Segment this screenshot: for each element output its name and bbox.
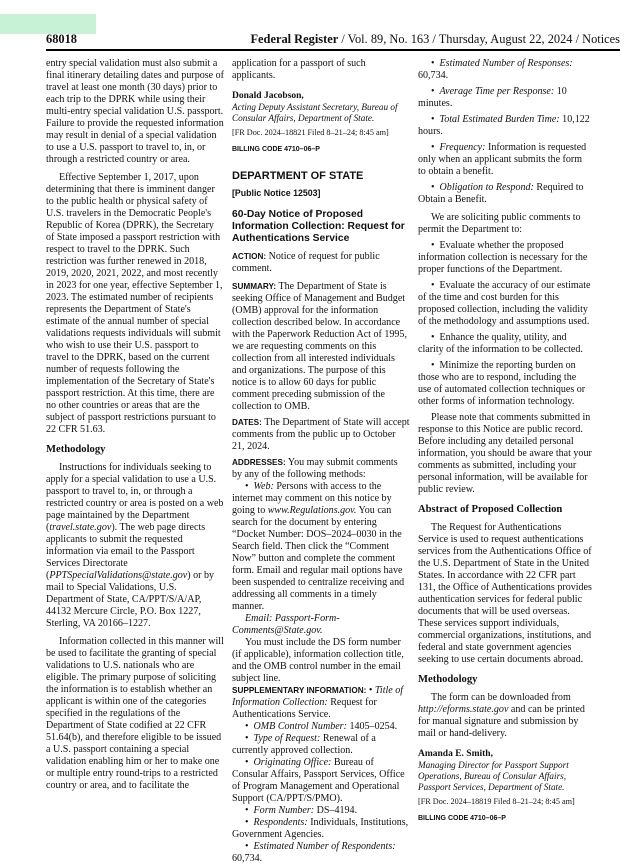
- fr-doc-line: [FR Doc. 2024–18821 Filed 8–21–24; 8:45 am]: [232, 128, 389, 137]
- section-heading-abstract: Abstract of Proposed Collection: [418, 504, 563, 515]
- email-special-validations[interactable]: PPTSpecialValidations@state.gov: [49, 570, 188, 581]
- paragraph: Information collected in this manner will be used to facilitate the granting of special validations to U.S. nationals who are eligible. The primary purpose of soliciting the information is to establish whether an applicant is within one of the categories specified in the regulations of the Department of State codified at 22 CFR 51.64(b), and therefore eligible to be issued a U.S. passport containing a special validation enabling him or her to make one or multiple entry round-trips to a restricted country or area, and to facilitate the: [46, 636, 224, 791]
- fr-doc-line: [FR Doc. 2024–18819 Filed 8–21–24; 8:45 am]: [418, 797, 575, 806]
- summary-paragraph: SUMMARY: The Department of State is seeking Office of Management and Budget (OMB) approval for the information collection described below. In accordance with the Paperwork Reduction Act of 1995, we are requesting comments on this collection from all interested individuals and organizations. The purpose of this notice is to allow 60 days for public comment preceding submission of the collection to OMB.: [232, 281, 407, 412]
- list-item: • Frequency: Information is requested only when an applicant submits the form to obtain a benefit.: [418, 142, 592, 178]
- paragraph: entry special validation must also submit a final itinerary detailing dates and purpose of travel at least one month (30 days) prior to each trip to the DPRK while using their multi-entry special validation U.S. passport. Failure to provide the requested information may result in denial of a special validation to use a U.S. passport to travel to, in, or through a restricted country or area.: [46, 58, 224, 165]
- list-item: • Originating Office: Bureau of Consular Affairs, Passport Services, Office of Program Management and Operational Support (CA/PPT/S/PMO).: [232, 757, 410, 805]
- page-number: 68018: [46, 32, 77, 46]
- issue-details: / Vol. 89, No. 163 / Thursday, August 22, 2024 / Notices: [338, 32, 620, 46]
- list-item: • Form Number: DS–4194.: [232, 805, 410, 817]
- column-3: [418, 58, 592, 825]
- section-heading-methodology: Methodology: [46, 444, 106, 455]
- link-travel-state-gov[interactable]: travel.state.gov: [49, 522, 112, 533]
- billing-code: BILLING CODE 4710–06–P: [418, 815, 506, 822]
- dates-paragraph: DATES: The Department of State will accept comments from the public up to October 21, 2024.: [232, 417, 410, 452]
- paragraph: application for a passport of such applicants.: [232, 58, 366, 81]
- list-item: • Estimated Number of Respondents: 60,734.: [232, 841, 410, 865]
- paragraph: The form can be downloaded from http://eforms.state.gov and can be printed for manual signature and submission by mail or hand-delivery.: [418, 692, 585, 739]
- signer-name: Amanda E. Smith,: [418, 749, 493, 759]
- list-item: • Evaluate the accuracy of our estimate of the time and cost burden for this proposed collection, including the validity of the methodology and assumptions used.: [418, 280, 592, 328]
- running-title: [250, 32, 620, 47]
- running-header: [46, 31, 620, 51]
- list-item: • Respondents: Individuals, Institutions, Government Agencies.: [232, 817, 410, 841]
- list-item: • Estimated Number of Responses: 60,734.: [418, 58, 592, 82]
- signer-title: Acting Deputy Assistant Secretary, Bureau of Consular Affairs, Department of State.: [232, 102, 398, 123]
- list-item: • Evaluate whether the proposed information collection is necessary for the proper functions of the Department.: [418, 240, 592, 276]
- journal-name: Federal Register: [250, 32, 339, 46]
- email-method-item: [232, 613, 410, 637]
- list-item: • Total Estimated Burden Time: 10,122 hours.: [418, 114, 592, 138]
- web-method-item: • Web: Persons with access to the internet may comment on this notice by going to www.Regulations.gov. You can search for the document by entering “Docket Number: DOS–2024–0030 in the Search field. Then click the “Comment Now” button and complete the comment form. Email and regular mail options have been suspended to centralize receiving and addressing all comments in a timely manner.: [232, 481, 410, 613]
- list-item: • Minimize the reporting burden on those who are to respond, including the use of automated collection techniques or other forms of information technology.: [418, 360, 592, 408]
- document-title: 60-Day Notice of Proposed Information Collection: Request for Authentications Service: [232, 209, 405, 244]
- billing-code: BILLING CODE 4710–06–P: [232, 146, 320, 153]
- supplementary-paragraph: SUPPLEMENTARY INFORMATION: • Title of Information Collection: Request for Authentications Service.: [232, 685, 404, 720]
- paragraph: Please note that comments submitted in response to this Notice are public record. Before including any detailed personal information, you should be aware that your comments as submitted, including your personal information, will be available for public review.: [418, 412, 592, 495]
- list-item: • OMB Control Number: 1405–0254.: [232, 721, 410, 733]
- signer-name: Donald Jacobson,: [232, 91, 304, 101]
- link-regulations-gov[interactable]: www.Regulations.gov.: [267, 505, 357, 516]
- list-item: • Type of Request: Renewal of a currently approved collection.: [232, 733, 410, 757]
- public-notice-number: [Public Notice 12503]: [232, 188, 321, 198]
- column-1: [46, 58, 224, 792]
- list-item: • Enhance the quality, utility, and clarity of the information to be collected.: [418, 332, 592, 356]
- column-2: [232, 58, 410, 865]
- email-passport-form-comments[interactable]: Email: Passport-Form-Comments@State.gov.: [232, 613, 340, 636]
- paragraph: You must include the DS form number (if applicable), information collection title, and the OMB control number in the email subject line.: [232, 637, 404, 684]
- action-paragraph: ACTION: Notice of request for public comment.: [232, 251, 380, 274]
- list-item: • Average Time per Response: 10 minutes.: [418, 86, 592, 110]
- list-item: • Obligation to Respond: Required to Obtain a Benefit.: [418, 182, 592, 206]
- addresses-paragraph: ADDRESSES: You may submit comments by any of the following methods:: [232, 457, 398, 480]
- paragraph: Effective September 1, 2017, upon determining that there is imminent danger to the public health or physical safety of U.S. travelers in the Democratic People's Republic of Korea (DPRK), the Secretary of State imposed a passport restriction with respect to travel to the DPRK. Such restriction was further renewed in 2018, 2019, 2020, 2021, 2022, and most recently in 2023 for one year, effective September 1, 2023. The estimated number of recipients represents the Department of State's estimate of the annual number of special validations requests individuals will submit who wish to use their U.S. passport to travel to the DPRK, based on the current number of requests following the implementation of the Secretary of State's passport restriction. At this time, there are no other countries or areas that are the subject of passport restrictions pursuant to 22 CFR 51.63.: [46, 172, 223, 435]
- paragraph: Instructions for individuals seeking to apply for a special validation to use a U.S. passport to travel to, in, or through a restricted country or area is posted on a web page maintained by the Department (travel.state.gov). The web page directs applicants to submit the requested information via email to the Passport Services Directorate (PPTSpecialValidations@state.gov) or by mail to Special Validations, U.S. Department of State, CA/PPT/S/A/AP, 44132 Mercure Circle, P.O. Box 1227, Sterling, VA 20166–1227.: [46, 462, 224, 629]
- paragraph: The Request for Authentications Service is used to request authentications services from the Authentications Office of the U.S. Department of State in the United States. In accordance with 22 CFR part 131, the Office of Authentications provides authentication services for federal public documents that will be used overseas. These services support individuals, commercial organizations, institutions, and federal and state government agencies seeking to use certain documents abroad.: [418, 522, 592, 665]
- section-heading-methodology: Methodology: [418, 674, 478, 685]
- agency-heading: DEPARTMENT OF STATE: [232, 170, 364, 182]
- text-columns: [46, 58, 620, 864]
- signer-title: Managing Director for Passport Support Operations, Bureau of Consular Affairs, Passport Services, Department of State.: [418, 760, 569, 792]
- link-eforms[interactable]: http://eforms.state.gov: [418, 704, 509, 715]
- paragraph: We are soliciting public comments to permit the Department to:: [418, 212, 581, 235]
